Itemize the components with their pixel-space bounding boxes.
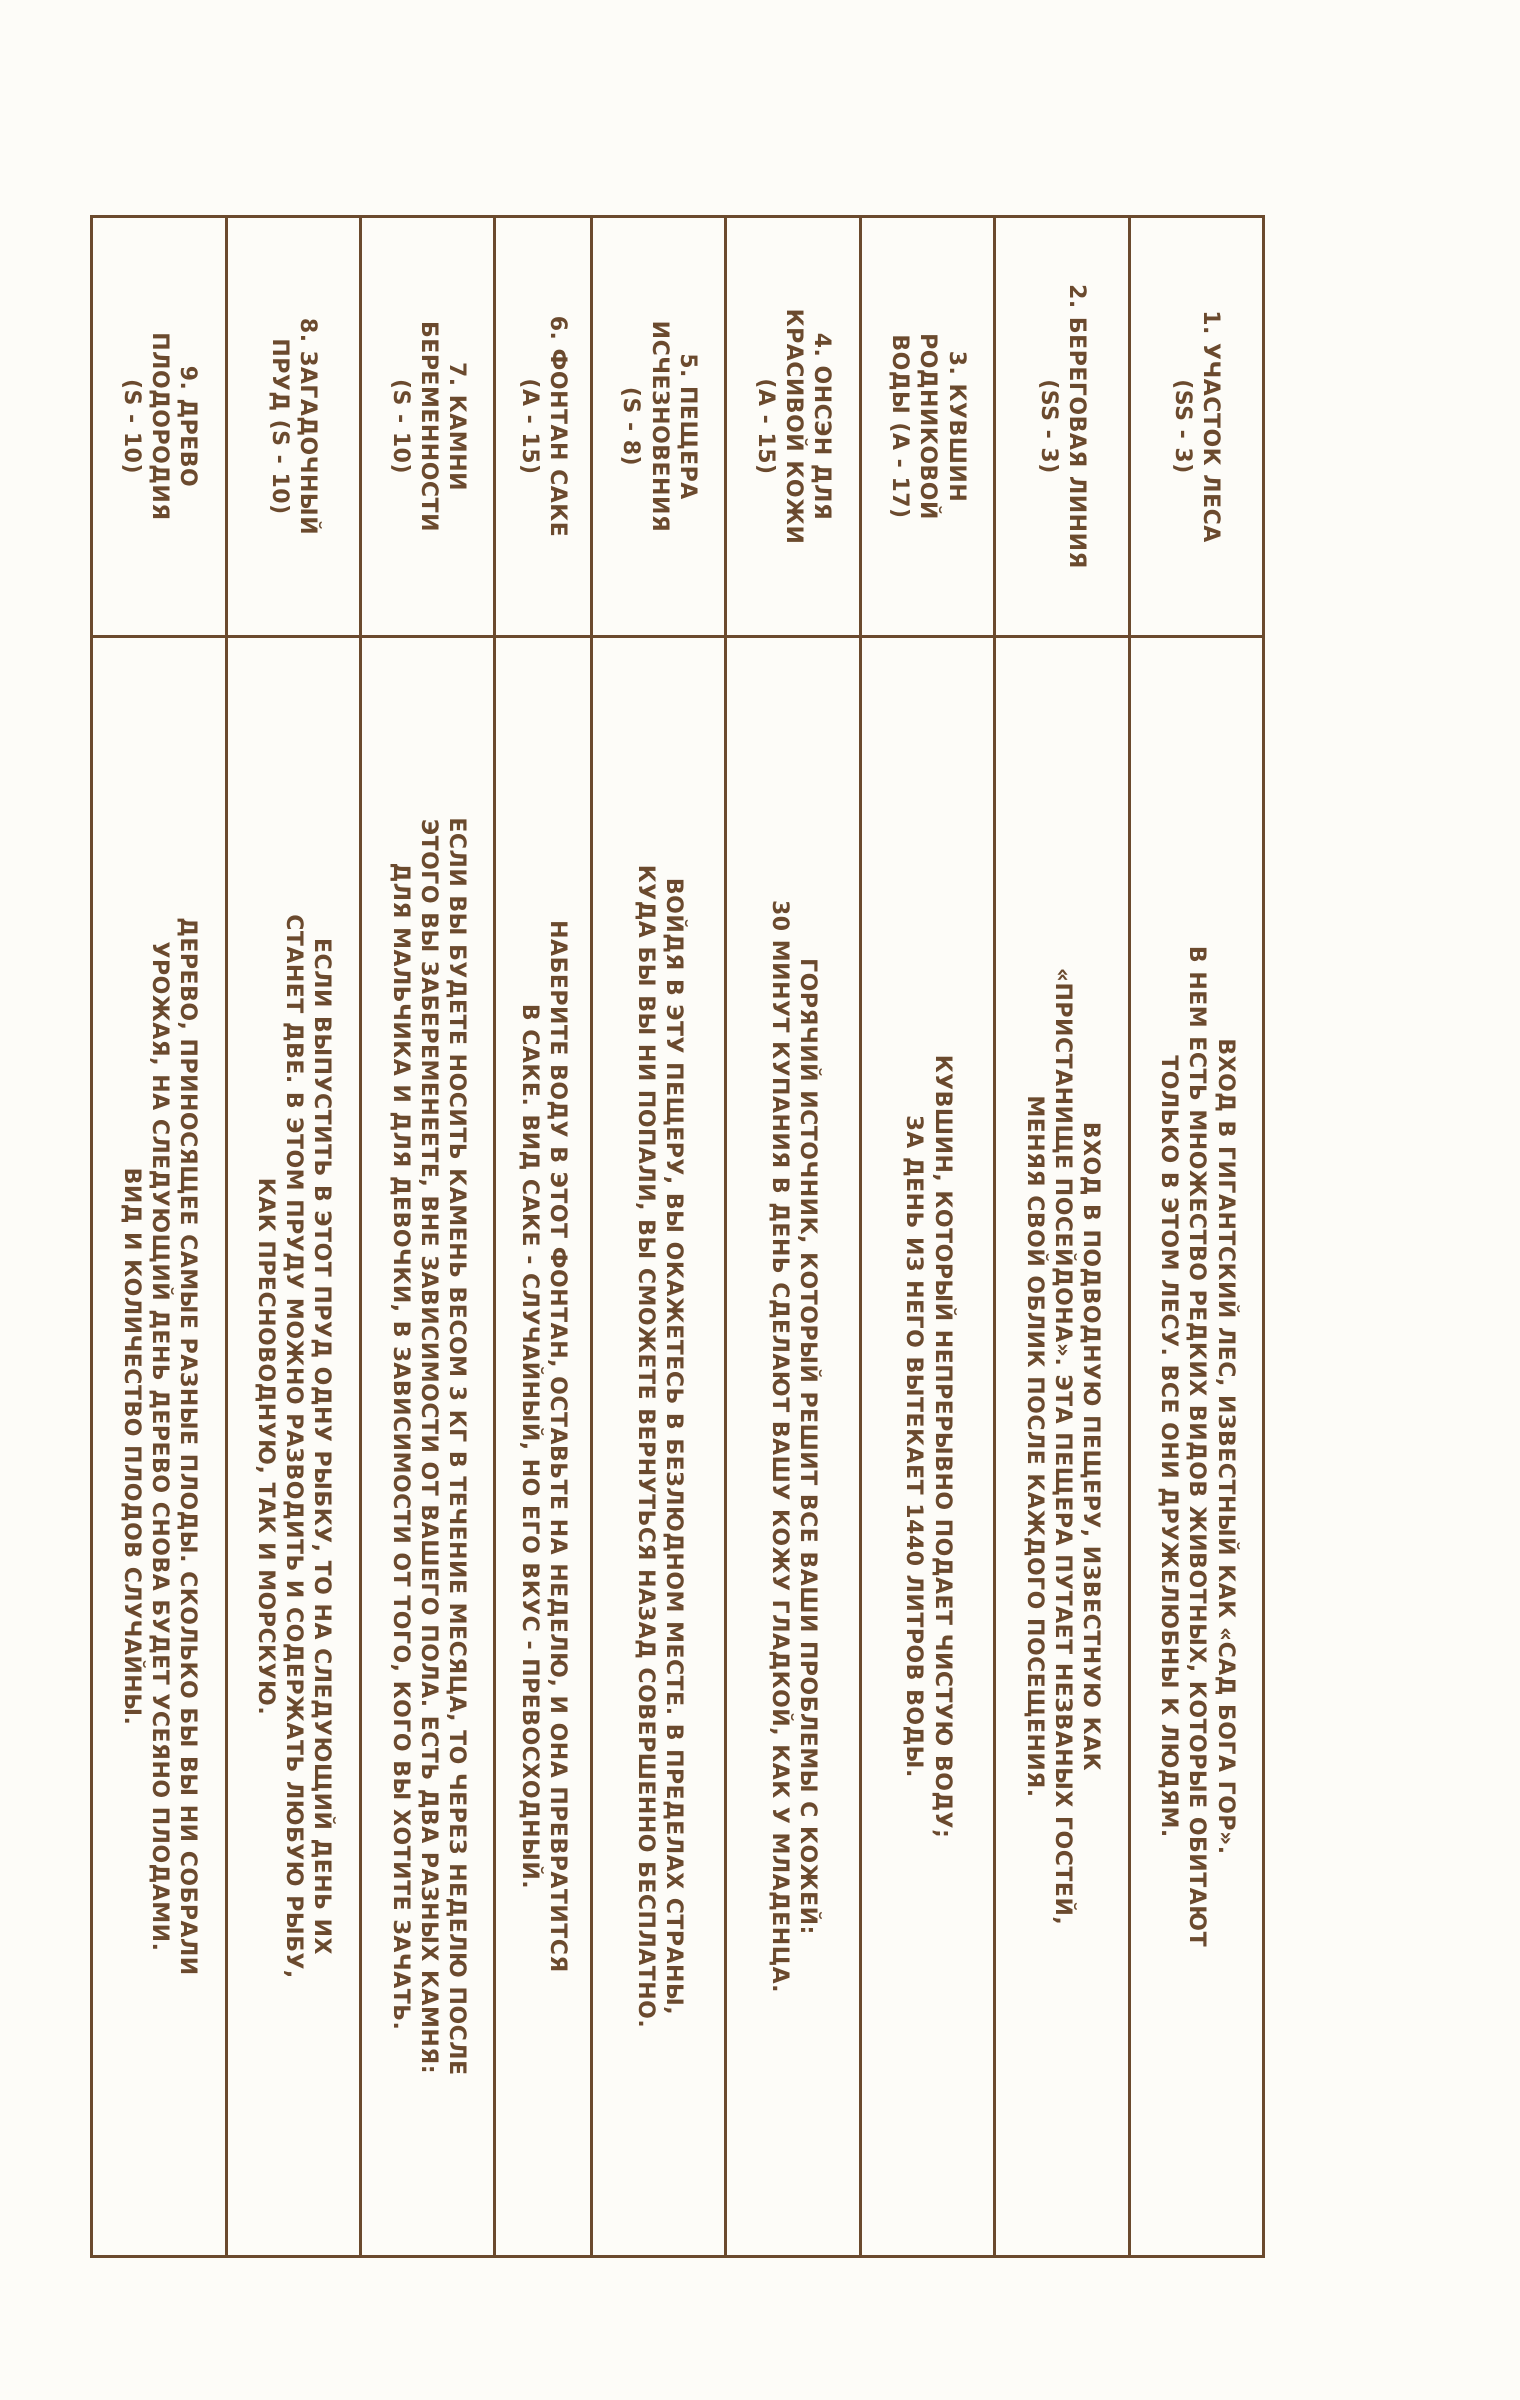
location-name-cell bbox=[92, 217, 227, 637]
table-row bbox=[726, 217, 860, 2257]
location-description-line: ВХОД В ГИГАНТСКИЙ ЛЕС, ИЗВЕСТНЫЙ КАК «САД БОГА ГОР». bbox=[1212, 1038, 1238, 1855]
location-name-line: КРАСИВОЙ КОЖИ bbox=[781, 308, 807, 545]
location-description-cell bbox=[360, 637, 494, 2257]
location-description-line: В НЕМ ЕСТЬ МНОЖЕСТВО РЕДКИХ ВИДОВ ЖИВОТНЫХ, КОТОРЫЕ ОБИТАЮТ bbox=[1184, 945, 1210, 1948]
location-name-line: ПЛОДОРОДИЯ bbox=[146, 332, 172, 521]
table-row bbox=[92, 217, 227, 2257]
location-description-cell bbox=[1129, 637, 1263, 2257]
location-description-line: ВХОД В ПОДВОДНУЮ ПЕЩЕРУ, ИЗВЕСТНУЮ КАК bbox=[1078, 1121, 1104, 1772]
location-name-line: 1. УЧАСТОК ЛЕСА bbox=[1198, 310, 1224, 543]
location-description-line: КАК ПРЕСНОВОДНУЮ, ТАК И МОРСКУЮ. bbox=[253, 1177, 279, 1716]
location-description-line: НАБЕРИТЕ ВОДУ В ЭТОТ ФОНТАН, ОСТАВЬТЕ НА НЕДЕЛЮ, И ОНА ПРЕВРАТИТСЯ bbox=[545, 920, 571, 1973]
location-name-line: 2. БЕРЕГОВАЯ ЛИНИЯ bbox=[1064, 284, 1089, 569]
table-row bbox=[591, 217, 725, 2257]
location-description-line: ГОРЯЧИЙ ИСТОЧНИК, КОТОРЫЙ РЕШИТ ВСЕ ВАШИ ПРОБЛЕМЫ С КОЖЕЙ: bbox=[795, 958, 821, 1935]
location-name-line: 9. ДРЕВО bbox=[175, 365, 201, 488]
table-row bbox=[226, 217, 360, 2257]
location-description-line: ВИД И КОЛИЧЕСТВО ПЛОДОВ СЛУЧАЙНЫ. bbox=[118, 1167, 144, 1726]
table-row bbox=[1129, 217, 1263, 2257]
location-description-cell bbox=[591, 637, 725, 2257]
location-description-line: ДЛЯ МАЛЬЧИКА И ДЛЯ ДЕВОЧКИ, В ЗАВИСИМОСТИ ОТ ТОГО, КОГО ВЫ ХОТИТЕ ЗАЧАТЬ. bbox=[387, 862, 413, 2031]
location-description-line: ДЕРЕВО, ПРИНОСЯЩЕЕ САМЫЕ РАЗНЫЕ ПЛОДЫ. СКОЛЬКО БЫ ВЫ НИ СОБРАЛИ bbox=[175, 917, 201, 1976]
location-name-cell bbox=[591, 217, 725, 637]
table-row bbox=[860, 217, 994, 2257]
location-description-line: ЕСЛИ ВЫПУСТИТЬ В ЭТОТ ПРУД ОДНУ РЫБКУ, ТО НА СЛЕДУЮЩИЙ ДЕНЬ ИХ bbox=[309, 938, 335, 1955]
location-name-line: (S - 10) bbox=[387, 378, 413, 475]
location-name-line: (S - 8) bbox=[618, 386, 644, 467]
location-name-line: 5. ПЕЩЕРА bbox=[674, 353, 700, 500]
rotated-table-wrapper bbox=[90, 215, 1265, 2255]
location-name-line: БЕРЕМЕННОСТИ bbox=[415, 321, 441, 532]
location-name-line: ВОДЫ (A - 17) bbox=[887, 334, 913, 519]
location-name-line: 3. КУВШИН bbox=[943, 350, 969, 503]
location-name-cell bbox=[860, 217, 994, 637]
location-name-line: (A - 15) bbox=[517, 378, 543, 475]
location-description-line: КУДА БЫ ВЫ НИ ПОПАЛИ, ВЫ СМОЖЕТЕ ВЕРНУТЬСЯ НАЗАД СОВЕРШЕННО БЕСПЛАТНО. bbox=[632, 864, 658, 2029]
location-name-cell bbox=[1129, 217, 1263, 637]
location-name-line: РОДНИКОВОЙ bbox=[915, 333, 941, 520]
location-name-line: 4. ОНСЭН ДЛЯ bbox=[809, 332, 835, 521]
location-name-cell bbox=[360, 217, 494, 637]
location-description-cell bbox=[92, 637, 227, 2257]
table-row bbox=[495, 217, 591, 2257]
location-name-line: 7. КАМНИ bbox=[443, 361, 469, 492]
location-description-line: «ПРИСТАНИЩЕ ПОСЕЙДОНА». ЭТА ПЕЩЕРА ПУТАЕТ НЕЗВАНЫХ ГОСТЕЙ, bbox=[1049, 967, 1075, 1926]
location-description-cell bbox=[995, 637, 1129, 2257]
location-name-cell bbox=[726, 217, 860, 637]
location-name-line: (A - 15) bbox=[752, 378, 778, 475]
location-name-line: (S - 10) bbox=[118, 378, 144, 475]
location-description-line: МЕНЯЯ СВОЙ ОБЛИК ПОСЛЕ КАЖДОГО ПОСЕЩЕНИЯ. bbox=[1021, 1095, 1047, 1798]
location-description-line: 30 МИНУТ КУПАНИЯ В ДЕНЬ СДЕЛАЮТ ВАШУ КОЖУ ГЛАДКОЙ, КАК У МЛАДЕНЦА. bbox=[766, 899, 792, 1994]
location-name-line: (SS - 3) bbox=[1035, 379, 1061, 474]
location-name-line: ПРУД (S - 10) bbox=[267, 338, 293, 515]
location-description-cell bbox=[495, 637, 591, 2257]
location-description-cell bbox=[726, 637, 860, 2257]
location-name-line: 6. ФОНТАН САКЕ bbox=[545, 315, 571, 538]
location-description-line: В САКЕ. ВИД САКЕ - СЛУЧАЙНЫЙ, НО ЕГО ВКУС - ПРЕВОСХОДНЫЙ. bbox=[517, 1003, 543, 1890]
location-name-cell bbox=[995, 217, 1129, 637]
location-description-line: ВОЙДЯ В ЭТУ ПЕЩЕРУ, ВЫ ОКАЖЕТЕСЬ В БЕЗЛЮДНОМ МЕСТЕ. В ПРЕДЕЛАХ СТРАНЫ, bbox=[660, 877, 686, 2016]
location-description-line: КУВШИН, КОТОРЫЙ НЕПРЕРЫВНО ПОДАЕТ ЧИСТУЮ ВОДУ; bbox=[929, 1054, 955, 1839]
location-name-cell bbox=[226, 217, 360, 637]
table-row bbox=[995, 217, 1129, 2257]
location-description-line: ЗА ДЕНЬ ИЗ НЕГО ВЫТЕКАЕТ 1440 ЛИТРОВ ВОДЫ. bbox=[901, 1115, 927, 1778]
location-description-line: ЕСЛИ ВЫ БУДЕТЕ НОСИТЬ КАМЕНЬ ВЕСОМ 3 КГ В ТЕЧЕНИЕ МЕСЯЦА, ТО ЧЕРЕЗ НЕДЕЛЮ ПОСЛЕ bbox=[443, 817, 469, 2076]
table-body bbox=[92, 217, 1264, 2257]
location-name-line: (SS - 3) bbox=[1170, 379, 1196, 474]
location-name-line: ИСЧЕЗНОВЕНИЯ bbox=[646, 320, 672, 533]
location-description-cell bbox=[226, 637, 360, 2257]
facilities-table bbox=[90, 215, 1265, 2258]
location-description-line: ЭТОГО ВЫ ЗАБЕРЕМЕНЕЕТЕ, ВНЕ ЗАВИСИМОСТИ ОТ ВАШЕГО ПОЛА. ЕСТЬ ДВА РАЗНЫХ КАМНЯ: bbox=[415, 818, 441, 2075]
location-description-line: УРОЖАЯ, НА СЛЕДУЮЩИЙ ДЕНЬ ДЕРЕВО СНОВА БУДЕТ УСЕЯНО ПЛОДАМИ. bbox=[146, 941, 172, 1952]
location-name-line: 8. ЗАГАДОЧНЫЙ bbox=[295, 317, 321, 536]
location-description-line: СТАНЕТ ДВЕ. В ЭТОМ ПРУДУ МОЖНО РАЗВОДИТЬ И СОДЕРЖАТЬ ЛЮБУЮ РЫБУ, bbox=[281, 914, 307, 1979]
location-description-cell bbox=[860, 637, 994, 2257]
location-name-cell bbox=[495, 217, 591, 637]
location-description-line: ТОЛЬКО В ЭТОМ ЛЕСУ. ВСЕ ОНИ ДРУЖЕЛЮБНЫ К ЛЮДЯМ. bbox=[1156, 1055, 1182, 1838]
table-row bbox=[360, 217, 494, 2257]
